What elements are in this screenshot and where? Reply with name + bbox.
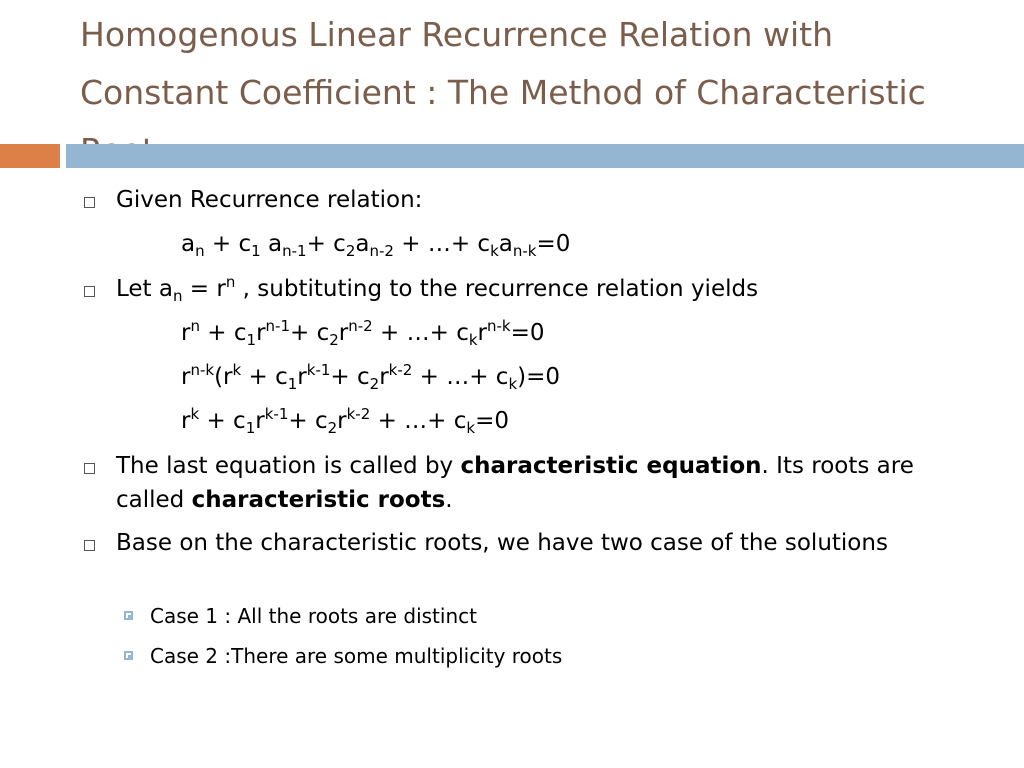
bullet-square-icon xyxy=(84,286,95,297)
sub-item-case-1: Case 1 : All the roots are distinct xyxy=(150,604,477,628)
sub-bullet-square-icon xyxy=(124,611,133,620)
equation-characteristic: $r^k + c_1r^{k-1}+ c_2r^{k-2}$ + …+ $c_k=0$ xyxy=(181,405,509,437)
bullet-two-cases: Base on the characteristic roots, we have two case of the solutions xyxy=(116,530,888,556)
bullet-square-icon xyxy=(84,463,95,474)
bullet-square-icon xyxy=(84,197,95,208)
sub-bullet-square-icon xyxy=(124,651,133,660)
bullet-given-relation: Given Recurrence relation: xyxy=(116,187,423,213)
sub-item-case-2: Case 2 :There are some multiplicity roots xyxy=(150,644,563,668)
bullet-let-substitute: Let $a_n = r^n$ , subtituting to the recurrence relation yields xyxy=(116,273,759,305)
equation-substituted: $r^n + c_1r^{n-1}+ c_2r^{n-2}$ + …+ $c_kr^{n-k}=0$ xyxy=(181,317,545,349)
bullet-square-icon xyxy=(84,540,95,551)
bullet-characteristic-equation: The last equation is called by characteristic equation. Its roots are called characteristic roots. xyxy=(116,453,914,513)
accent-bar-blue xyxy=(66,144,1024,168)
equation-factored: $r^{n-k}(r^k + c_1r^{k-1}+ c_2r^{k-2}$ + …+ $c_k)=0$ xyxy=(181,361,561,393)
accent-bar-orange xyxy=(0,144,60,168)
slide-title: Homogenous Linear Recurrence Relation with Constant Coefficient : The Method of Characteristic xyxy=(80,15,926,112)
equation-recurrence: $a_n + c_1$ $a_{n-1}+ c_2a_{n-2}$ + …+ $c_ka_{n-k}=0$ xyxy=(181,231,571,260)
